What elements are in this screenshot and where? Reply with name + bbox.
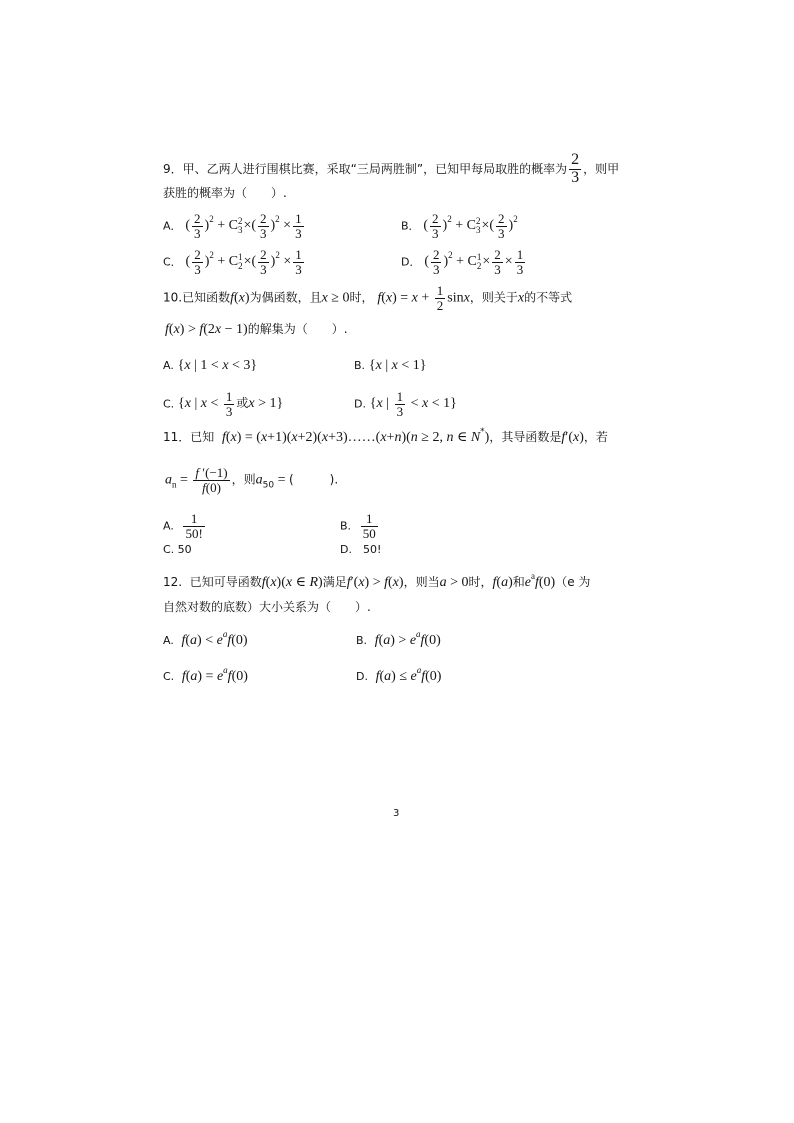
q11-stem-line1: 11．已知 f(x) = (x+1)(x+2)(x+3)……(x+n)(n ≥ 2, n ∈ N*)，其导函数是f′(x)，若 — [163, 427, 608, 445]
q9-option-a-formula: ( $\frac{2}{3}$ )$^2$ + C 2 3 ×( $\frac{2}{3}$ )$^2$ × $\frac{1}{3}$ — [185, 211, 302, 241]
q9-option-d[interactable]: D． ( $\frac{2}{3}$ )$^2$ + C 1 2 × $\frac{2}{3}$ × $\frac{1}{3}$ — [401, 248, 527, 276]
q10-option-a-formula: {x | 1 < x < 3} — [177, 358, 258, 373]
q12-stem-line2: 自然对数的底数）大小关系为（ ）. — [163, 600, 371, 614]
q12-number: 12. — [163, 575, 183, 589]
q10-number: 10. — [163, 290, 183, 305]
q9-option-b[interactable]: B． ( $\frac{2}{3}$ )$^2$ + C 2 3 ×( $\frac{2}{3}$ )$^2$ — [401, 211, 518, 241]
q11-number: 11． — [163, 430, 191, 444]
q11-option-b[interactable]: B. $\frac{1}{50}$ — [340, 511, 376, 541]
q9-option-d-formula: ( $\frac{2}{3}$ )$^2$ + C 1 2 × $\frac{2}{3}$ × $\frac{1}{3}$ — [424, 247, 524, 277]
q10-option-c-formula: {x | x < $\frac{1}{3}$ 或x > 1} — [178, 389, 284, 419]
q9-stem-line1: 9．甲、乙两人进行围棋比赛，采取“三局两胜制”，已知甲每局取胜的概率为 $\frac{2}{3}$ ，则甲 — [163, 151, 620, 186]
q11-option-d[interactable]: D. 50! — [340, 543, 382, 556]
q10-option-b[interactable]: B. {x | x < 1} — [354, 358, 427, 373]
q12-stem-line1: 12. 已知可导函数f(x)(x ∈ R)满足f′(x) > f(x)，则当a > 0时，f(a)和$e^af(0)(e$ 为 — [163, 571, 591, 590]
q11-option-c[interactable]: C. 50 — [163, 543, 192, 556]
q12-option-a-formula: $f(a) < e^af(0)$ — [181, 629, 248, 648]
q12-option-c[interactable]: C. $f(a) = e^af(0)$ — [163, 665, 248, 684]
q12-option-c-formula: $f(a) = e^af(0)$ — [181, 665, 248, 684]
q9-option-c-formula: ( $\frac{2}{3}$ )$^2$ + C 1 2 ×( $\frac{2}{3}$ )$^2$ × $\frac{1}{3}$ — [185, 247, 302, 277]
q9-stem-line2: 获胜的概率为（ ）. — [163, 186, 287, 200]
q12-option-b[interactable]: B. $f(a) > e^af(0)$ — [356, 629, 441, 648]
q10-stem-line2: f(x) > f(2x − 1)的解集为（ ）. — [165, 322, 348, 337]
q9-option-c[interactable]: C． ( $\frac{2}{3}$ )$^2$ + C 1 2 ×( $\frac{2}{3}$ )$^2$ × $\frac{1}{3}$ — [163, 248, 306, 276]
q12-option-a[interactable]: A. $f(a) < e^af(0)$ — [163, 629, 248, 648]
q9-stem-text: 甲、乙两人进行围棋比赛，采取“三局两胜制”，已知甲每局取胜的概率为 — [182, 161, 568, 176]
q12-option-d-formula: $f(a) \le e^af(0)$ — [375, 665, 442, 684]
q11-option-a[interactable]: A. $\frac{1}{50!}$ — [163, 511, 203, 541]
q10-option-b-formula: {x | x < 1} — [368, 358, 427, 373]
q12-option-b-formula: $f(a) > e^af(0)$ — [374, 629, 441, 648]
page-number: 3 — [393, 808, 400, 819]
q10-option-d-formula: {x | $\frac{1}{3}$ < x < 1} — [369, 389, 457, 419]
q9-option-b-formula: ( $\frac{2}{3}$ )$^2$ + C 2 3 ×( $\frac{2}{3}$ )$^2$ — [423, 211, 518, 241]
q9-probability-fraction: $\frac{2}{3}$ — [571, 151, 580, 186]
q11-stem-line2: $a_n$ = $\frac{f '(-1)}{f(0)}$ ，则$a_{50}$ = ( ). — [165, 465, 339, 495]
q12-option-d[interactable]: D. $f(a) \le e^af(0)$ — [356, 665, 442, 684]
q10-option-a[interactable]: A. {x | 1 < x < 3} — [163, 358, 258, 373]
q9-option-a[interactable]: A． ( $\frac{2}{3}$ )$^2$ + C 2 3 ×( $\frac{2}{3}$ )$^2$ × $\frac{1}{3}$ — [163, 212, 306, 240]
q11-option-a-formula: $\frac{1}{50!}$ — [185, 511, 203, 541]
q9-number: 9． — [163, 161, 183, 176]
q10-option-c[interactable]: C. {x | x < $\frac{1}{3}$ 或x > 1} — [163, 389, 284, 419]
q10-stem-line1: 10.已知函数f(x)为偶函数，且x ≥ 0时， f(x) = x + $\frac{1}{2}$ sinx，则关于x的不等式 — [163, 283, 573, 313]
q10-option-d[interactable]: D. {x | $\frac{1}{3}$ < x < 1} — [354, 389, 457, 419]
q11-option-b-formula: $\frac{1}{50}$ — [362, 511, 376, 541]
